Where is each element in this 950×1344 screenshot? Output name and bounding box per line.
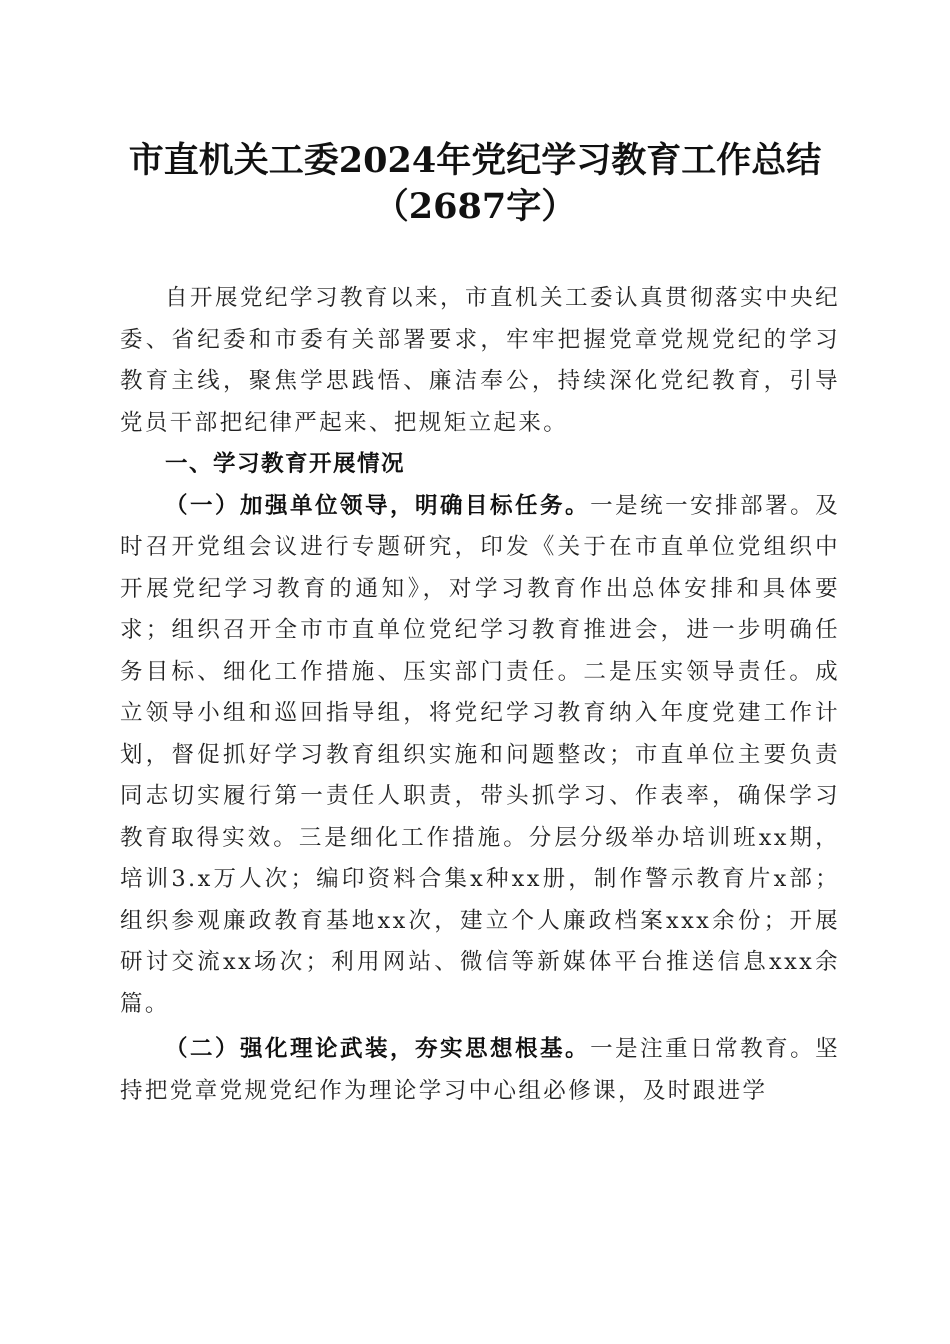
title-line-wordcount: （2687字）	[373, 186, 577, 227]
document-title	[60, 138, 890, 230]
title-line-main: 市直机关工委2024年党纪学习教育工作总结	[128, 140, 822, 181]
subsection-heading-1: （一）加强单位领导，明确目标任务。	[165, 492, 591, 519]
document-body	[120, 278, 840, 1112]
subsection-paragraph-2	[120, 1029, 840, 1112]
intro-paragraph: 自开展党纪学习教育以来，市直机关工委认真贯彻落实中央纪委、省纪委和市委有关部署要求，牢牢把握党章党规党纪的学习教育主线，聚焦学思践悟、廉洁奉公，持续深化党纪教育，引导党员干部把纪律严起来、把规矩立起来。	[120, 285, 840, 436]
subsection-heading-2: （二）强化理论武装，夯实思想根基。	[165, 1036, 591, 1062]
subsection-body-1: 一是统一安排部署。及时召开党组会议进行专题研究，印发《关于在市直单位党组织中开展党纪学习教育的通知》，对学习教育作出总体安排和具体要求；组织召开全市市直单位党纪学习教育推进会，进一步明确任务目标、细化工作措施、压实部门责任。二是压实领导责任。成立领导小组和巡回指导组，将党纪学习教育纳入年度党建工作计划，督促抓好学习教育组织实施和问题整改；市直单位主要负责同志切实履行第一责任人职责，带头抓学习、作表率，确保学习教育取得实效。三是细化工作措施。分层分级举办培训班xx期，培训3.x万人次；编印资料合集x种xx册，制作警示教育片x部；组织参观廉政教育基地xx次，建立个人廉政档案xxx余份；开展研讨交流xx场次；利用网站、微信等新媒体平台推送信息xxx余篇。	[120, 492, 840, 1017]
subsection-paragraph-1	[120, 486, 840, 1026]
subsection-body-2: 一是注重日常教育。坚持把党章党规党纪作为理论学习中心组必修课，及时跟进学	[120, 1036, 840, 1104]
section-heading-1: 一、学习教育开展情况	[165, 451, 406, 477]
